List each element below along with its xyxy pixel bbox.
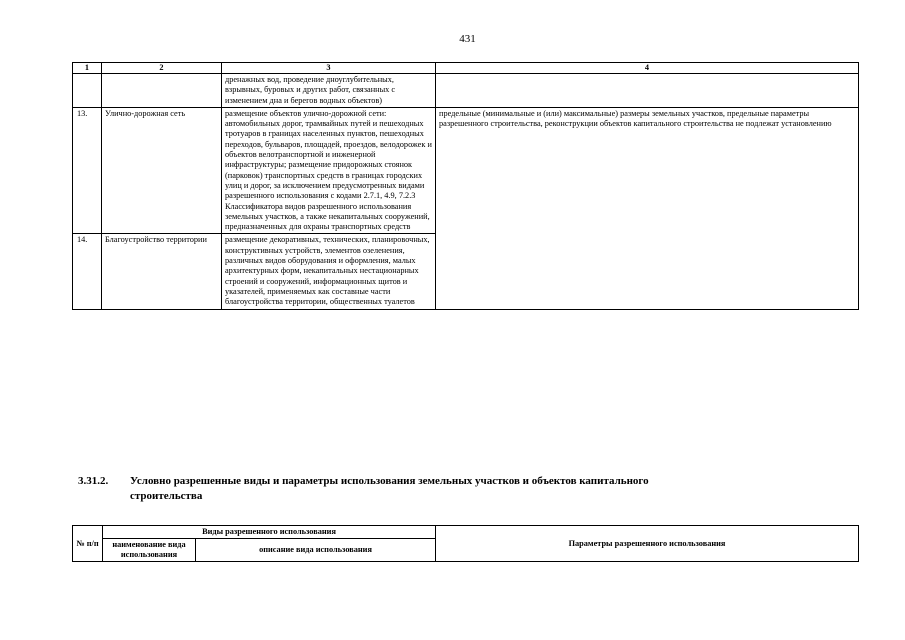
section-title: Условно разрешенные виды и параметры использования земельных участков и объектов капитального [130, 475, 649, 487]
cell-num: 14. [73, 234, 102, 309]
sub-header-row [73, 526, 859, 539]
section-heading [78, 474, 868, 504]
table-row-continuation [73, 74, 859, 108]
cell-name: Благоустройство территории [102, 234, 222, 309]
cell-description: размещение объектов улично-дорожной сети: автомобильных дорог, трамвайных путей и пешеходных тротуаров в границах населенных пунктов, пешеходных переходов, бульваров, площадей, проездов, велодорожек и объектов велотранспортной и инженерной инфраструктуры; размещение придорожных стоянок (парковок) транспортных средств в границах городских улиц и дорог, за исключением предусмотренных видами разрешенного использования с кодами 2.7.1, 4.9, 7.2.3 Классификатора видов разрешенного использования земельных участков, а также некапитальных сооружений, предназначенных для охраны транспортных средств [222, 107, 436, 234]
table-header-row [73, 63, 859, 74]
header-number: № п/п [73, 526, 103, 562]
header-col-3: 3 [222, 63, 436, 74]
cell-description: размещение декоративных, технических, планировочных, конструктивных устройств, элементов озеленения, различных видов оборудования и оформления, малых архитектурных форм, некапитальных нестационарных строений и сооружений, информационных щитов и указателей, применяемых как составные части благоустройства территории, общественных туалетов [222, 234, 436, 309]
page-number: 431 [459, 33, 476, 45]
conditional-use-table [72, 525, 859, 562]
header-use-name: наименование вида использования [103, 539, 196, 562]
cell-params [436, 74, 859, 108]
table-row [73, 107, 859, 234]
header-use-types: Виды разрешенного использования [103, 526, 436, 539]
header-col-1: 1 [73, 63, 102, 74]
cell-name [102, 74, 222, 108]
cell-description: дренажных вод, проведение дноуглубительных, взрывных, буровых и других работ, связанных с изменением дна и берегов водных объектов) [222, 74, 436, 108]
header-col-4: 4 [436, 63, 859, 74]
cell-num [73, 74, 102, 108]
cell-num: 13. [73, 107, 102, 234]
header-params: Параметры разрешенного использования [436, 526, 859, 562]
header-use-description: описание вида использования [196, 539, 436, 562]
header-col-2: 2 [102, 63, 222, 74]
cell-name: Улично-дорожная сеть [102, 107, 222, 234]
section-title-continuation: строительства [130, 490, 203, 502]
section-number: 3.31.2. [78, 475, 109, 487]
cell-params: предельные (минимальные и (или) максимальные) размеры земельных участков, предельные параметры разрешенного строительства, реконструкции объектов капитального строительства не подлежат установлению [436, 107, 859, 309]
land-use-table [72, 62, 859, 310]
